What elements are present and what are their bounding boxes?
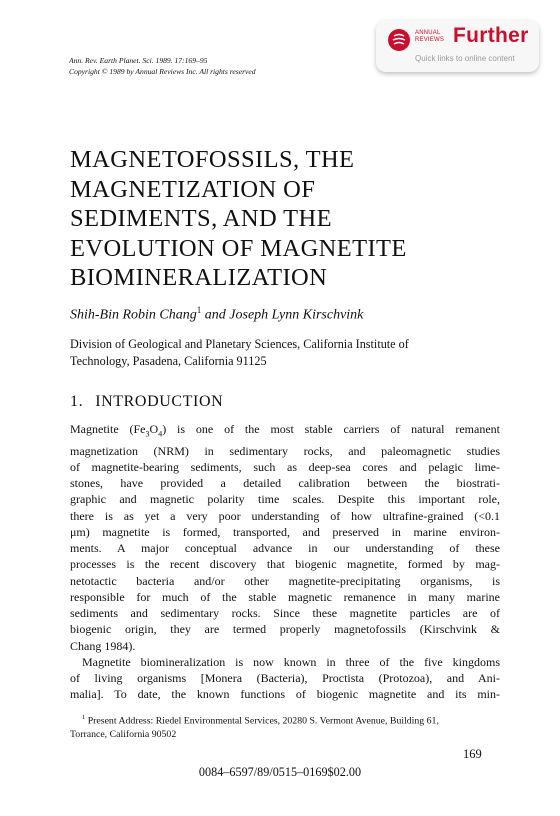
body-line: Magnetite $(Fe_3O_4)$ is one of the most stable carriers of natural remanent	[70, 422, 500, 439]
article-title	[70, 145, 510, 293]
title-line: BIOMINERALIZATION	[70, 264, 328, 291]
affiliation-line: Technology, Pasadena, California 91125	[70, 354, 267, 368]
author-list	[70, 305, 363, 324]
body-line: of magnetite-bearing sediments, such as deep-sea cores and pelagic lime-	[70, 459, 500, 474]
article-code: 0084–6597/89/0515–0169$02.00	[198, 765, 362, 779]
author-connector: and	[204, 307, 226, 323]
citation-line: Ann. Rev. Earth Planet. Sci. 1989. 17:169–95	[69, 56, 208, 65]
footnote	[70, 711, 510, 742]
body-text	[70, 421, 500, 703]
body-line: processes is the recent discovery that biogenic magnetite, formed by mag-	[70, 557, 500, 572]
body-line: ments. A major conceptual advance in our understanding of these	[70, 541, 500, 556]
body-line: malia]. To date, the known functions of biogenic magnetite and its min-	[70, 687, 500, 702]
body-line: sediments and sedimentary rocks. Since these magnetite particles are of	[70, 606, 500, 621]
footnote-line: Torrance, California 90502	[70, 729, 177, 741]
copyright-line: Copyright © 1989 by Annual Reviews Inc. All rights reserved	[69, 67, 256, 76]
body-line: netotactic bacteria and/or other magnetite-precipitating organisms, is	[70, 573, 500, 588]
annual-reviews-logo-icon	[388, 29, 410, 51]
further-tagline: Quick links to online content	[415, 54, 515, 63]
body-line: stones, have provided a detailed calibration between the biostrati-	[70, 476, 500, 491]
annual-reviews-further-badge[interactable]	[376, 20, 539, 72]
body-line: μm) magnetite is formed, transported, and preserved in marine environ-	[70, 524, 500, 539]
body-line: graphic and magnetic polarity time scales. Despite this important role,	[70, 492, 500, 507]
further-label: Further	[453, 24, 529, 47]
footnote-line: $^1$ Present Address: Riedel Environmental Services, 20280 S. Vermont Avenue, Building 61,	[82, 714, 439, 727]
author-name: Shih-Bin Robin Chang	[70, 307, 197, 323]
title-line: SEDIMENTS, AND THE	[70, 205, 332, 232]
affiliation	[70, 336, 500, 370]
body-line: responsible for much of the stable magnetic remanence in many marine	[70, 589, 500, 604]
body-line: biogenic origin, they are termed properly magnetofossils (Kirschvink &	[70, 622, 500, 637]
body-line: Magnetite biomineralization is now known in three of the five kingdoms	[82, 654, 500, 669]
body-line: magnetization (NRM) in sedimentary rocks, and paleomagnetic studies	[70, 443, 500, 458]
title-line: MAGNETIZATION OF	[70, 175, 316, 203]
affiliation-line: Division of Geological and Planetary Sciences, California Institute of	[70, 337, 409, 351]
title-line: MAGNETOFOSSILS, THE	[70, 146, 355, 173]
annual-reviews-wordmark: ANNUAL REVIEWS	[415, 30, 445, 43]
section-heading	[70, 393, 223, 411]
section-number: 1.	[70, 393, 84, 410]
body-line: Chang 1984).	[70, 638, 136, 653]
body-line: there is as yet a very poor understanding of how ultrafine-grained (<0.1	[70, 508, 500, 523]
page-number: 169	[463, 747, 482, 761]
journal-citation	[69, 55, 369, 77]
title-line: EVOLUTION OF MAGNETITE	[70, 234, 407, 262]
footnote-marker: 1	[196, 305, 202, 315]
author-name: Joseph Lynn Kirschvink	[229, 307, 364, 323]
section-title: INTRODUCTION	[95, 393, 224, 410]
body-line: of living organisms [Monera (Bacteria), Proctista (Protozoa), and Ani-	[70, 671, 500, 686]
